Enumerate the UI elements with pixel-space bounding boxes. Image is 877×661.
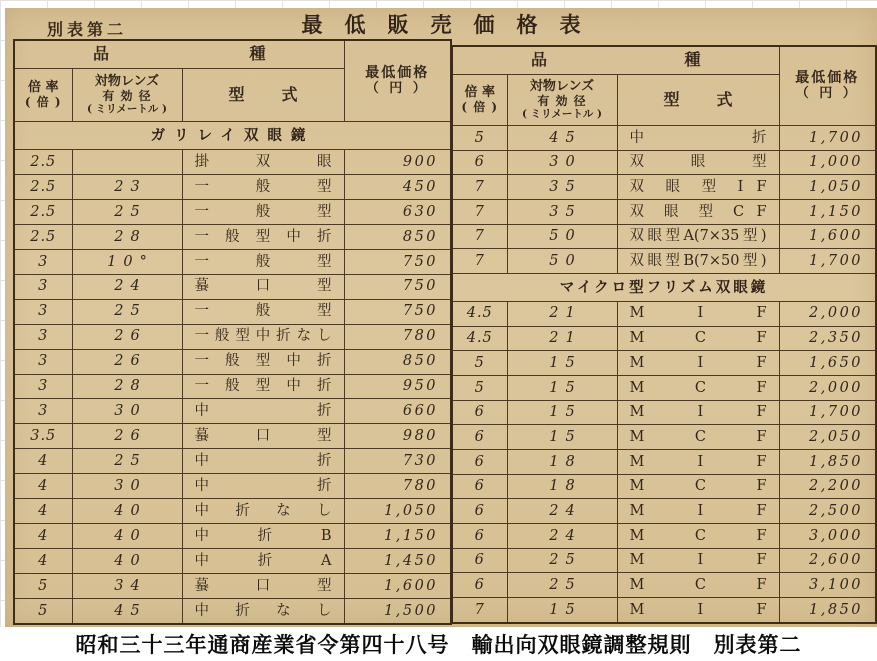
- cell-model: M I F: [617, 598, 779, 623]
- cell-price: 780: [344, 474, 451, 499]
- cell-price: 1,150: [779, 200, 876, 225]
- cell-lens-diameter: 15: [507, 351, 617, 376]
- cell-magnification: 2.5: [14, 175, 72, 200]
- cell-price: 1,700: [779, 249, 876, 274]
- cell-lens-diameter: 26: [72, 324, 182, 349]
- cell-magnification: 6: [452, 499, 507, 524]
- header-dia-line3: ( ミリメートル ): [521, 108, 603, 121]
- cell-lens-diameter: 18: [507, 474, 617, 499]
- header-dia-line3: ( ミリメートル ): [86, 103, 168, 116]
- left-table-rows: [14, 150, 451, 624]
- cell-lens-diameter: 26: [72, 349, 182, 374]
- table-row: [14, 374, 451, 399]
- cell-magnification: 6: [452, 425, 507, 450]
- table-row: [14, 150, 451, 175]
- cell-lens-diameter: 21: [507, 326, 617, 351]
- cell-model: 蟇 口 型: [182, 573, 344, 598]
- header-price: [779, 46, 876, 126]
- cell-model: M C F: [617, 425, 779, 450]
- cell-price: 1,650: [779, 351, 876, 376]
- cell-magnification: 5: [452, 376, 507, 401]
- page-title: 最低販売価格表: [301, 12, 603, 37]
- cell-lens-diameter: 34: [72, 573, 182, 598]
- cell-model: 中 折: [617, 126, 779, 151]
- cell-magnification: 2.5: [14, 150, 72, 175]
- cell-magnification: 4: [14, 524, 72, 549]
- cell-price: 1,500: [344, 598, 451, 624]
- cell-magnification: 7: [452, 224, 507, 249]
- table-row: [452, 573, 876, 598]
- cell-magnification: 7: [452, 200, 507, 225]
- cell-magnification: 3: [14, 249, 72, 274]
- header-row-group: [14, 40, 451, 69]
- table-row: [14, 224, 451, 249]
- cell-lens-diameter: 40: [72, 548, 182, 573]
- header-price-line2: （ 円 ）: [365, 80, 429, 96]
- cell-lens-diameter: 40: [72, 524, 182, 549]
- table-row: [14, 274, 451, 299]
- cell-model: 中 折: [182, 399, 344, 424]
- cell-model: 一 般 型 中 折: [182, 224, 344, 249]
- cell-magnification: 7: [452, 249, 507, 274]
- table-row: [452, 351, 876, 376]
- cell-lens-diameter: 21: [507, 301, 617, 326]
- cell-magnification: 6: [452, 450, 507, 475]
- cell-price: 900: [344, 150, 451, 175]
- cell-lens-diameter: 18: [507, 450, 617, 475]
- cell-magnification: 6: [452, 474, 507, 499]
- header-mag-line2: ( 倍 ): [24, 94, 62, 109]
- cell-price: 1,850: [779, 450, 876, 475]
- header-model: 型 式: [182, 69, 344, 122]
- cell-model: M C F: [617, 326, 779, 351]
- cell-model: 中 折: [182, 449, 344, 474]
- cell-magnification: 7: [452, 598, 507, 623]
- cell-model: M I F: [617, 301, 779, 326]
- cell-lens-diameter: 24: [72, 274, 182, 299]
- cell-model: 中 折 な し: [182, 598, 344, 624]
- cell-magnification: 4.5: [452, 326, 507, 351]
- table-row: [452, 326, 876, 351]
- cell-lens-diameter: 35: [507, 175, 617, 200]
- cell-price: 3,100: [779, 573, 876, 598]
- cell-magnification: 6: [452, 150, 507, 175]
- caption-bar: [0, 627, 877, 661]
- cell-magnification: 2.5: [14, 224, 72, 249]
- cell-lens-diameter: 23: [72, 175, 182, 200]
- cell-price: 2,350: [779, 326, 876, 351]
- table-row: [452, 150, 876, 175]
- cell-magnification: 4: [14, 499, 72, 524]
- right-table-rows-galilei: [452, 126, 876, 274]
- cell-price: 780: [344, 324, 451, 349]
- header-dia-line2: 有 効 径: [537, 93, 587, 108]
- cell-model: 中 折 A: [182, 548, 344, 573]
- cell-model: M C F: [617, 474, 779, 499]
- table-row: [452, 548, 876, 573]
- cell-magnification: 5: [452, 351, 507, 376]
- cell-lens-diameter: 30: [72, 474, 182, 499]
- sheet-label: 別表第二: [47, 20, 128, 39]
- cell-price: 2,200: [779, 474, 876, 499]
- cell-lens-diameter: 25: [72, 449, 182, 474]
- table-row: [452, 474, 876, 499]
- cell-model: 双 眼 型: [617, 150, 779, 175]
- header-mag-line1: 倍 率: [27, 79, 59, 95]
- cell-model: M C F: [617, 376, 779, 401]
- header-dia-line1: 対物レンズ: [94, 73, 160, 89]
- cell-magnification: 4: [14, 449, 72, 474]
- header-price-line1: 最低価格: [365, 65, 430, 82]
- cell-price: 750: [344, 274, 451, 299]
- cell-lens-diameter: 35: [507, 200, 617, 225]
- cell-price: 850: [344, 349, 451, 374]
- cell-price: 850: [344, 224, 451, 249]
- section-row-micro-prism: [452, 274, 876, 302]
- table-row: [452, 175, 876, 200]
- price-table-left: [13, 39, 452, 625]
- cell-price: 1,050: [779, 175, 876, 200]
- cell-price: 2,600: [779, 548, 876, 573]
- header-model: 型 式: [617, 75, 779, 126]
- table-row: [14, 573, 451, 598]
- header-row-group: [452, 46, 876, 75]
- header-mag-line2: ( 倍 ): [461, 99, 499, 114]
- cell-lens-diameter: 50: [507, 224, 617, 249]
- cell-model: 一 般 型: [182, 200, 344, 225]
- table-row: [452, 499, 876, 524]
- cell-model: 中 折 B: [182, 524, 344, 549]
- header-price: [344, 40, 451, 122]
- cell-lens-diameter: 15: [507, 425, 617, 450]
- cell-lens-diameter: 26: [72, 424, 182, 449]
- header-magnification: [452, 75, 507, 126]
- cell-model: M I F: [617, 548, 779, 573]
- cell-lens-diameter: 10°: [72, 249, 182, 274]
- table-row: [452, 598, 876, 623]
- cell-magnification: 4.5: [452, 301, 507, 326]
- cell-model: M I F: [617, 499, 779, 524]
- cell-price: 750: [344, 249, 451, 274]
- cell-model: M I F: [617, 351, 779, 376]
- cell-lens-diameter: 24: [507, 499, 617, 524]
- table-row: [452, 425, 876, 450]
- table-row: [14, 249, 451, 274]
- table-row: [14, 399, 451, 424]
- cell-price: 1,850: [779, 598, 876, 623]
- cell-price: 3,000: [779, 524, 876, 549]
- right-table-rows-micro-prism: [452, 301, 876, 623]
- caption-text: 昭和三十三年通商産業省令第四十八号 輸出向双眼鏡調整規則 別表第二: [75, 634, 802, 657]
- cell-lens-diameter: 28: [72, 374, 182, 399]
- cell-price: 450: [344, 175, 451, 200]
- cell-magnification: 3: [14, 399, 72, 424]
- cell-model: 双 眼 型 C F: [617, 200, 779, 225]
- cell-price: 2,000: [779, 376, 876, 401]
- table-row: [14, 524, 451, 549]
- cell-model: 双 眼 型 I F: [617, 175, 779, 200]
- table-row: [14, 175, 451, 200]
- header-dia-line2: 有 効 径: [102, 88, 152, 103]
- cell-lens-diameter: 25: [507, 573, 617, 598]
- table-row: [452, 376, 876, 401]
- cell-lens-diameter: 25: [72, 299, 182, 324]
- cell-magnification: 6: [452, 548, 507, 573]
- table-row: [14, 499, 451, 524]
- table-row: [14, 548, 451, 573]
- header-group: 品 種: [14, 40, 344, 69]
- cell-model: 一 般 型 中 折: [182, 349, 344, 374]
- cell-model: 一般型中折なし: [182, 324, 344, 349]
- table-row: [452, 450, 876, 475]
- cell-magnification: 3: [14, 349, 72, 374]
- scanned-document: [5, 8, 877, 627]
- cell-price: 730: [344, 449, 451, 474]
- cell-lens-diameter: [72, 150, 182, 175]
- section-row-galilei: [14, 122, 451, 150]
- cell-price: 1,000: [779, 150, 876, 175]
- cell-price: 1,050: [344, 499, 451, 524]
- table-row: [452, 524, 876, 549]
- header-price-line2: （ 円 ）: [795, 85, 859, 101]
- table-row: [452, 126, 876, 151]
- cell-price: 1,450: [344, 548, 451, 573]
- cell-magnification: 3: [14, 274, 72, 299]
- cell-lens-diameter: 50: [507, 249, 617, 274]
- cell-lens-diameter: 25: [72, 200, 182, 225]
- cell-model: M I F: [617, 450, 779, 475]
- cell-model: 双眼型B(7×50型): [617, 249, 779, 274]
- header-lens-diameter: [507, 75, 617, 126]
- cell-lens-diameter: 45: [72, 598, 182, 624]
- table-row: [452, 301, 876, 326]
- table-row: [452, 249, 876, 274]
- cell-lens-diameter: 15: [507, 376, 617, 401]
- cell-model: 蟇 口 型: [182, 274, 344, 299]
- cell-magnification: 3: [14, 374, 72, 399]
- section-label-micro-prism: マイクロ型フリズム双眼鏡: [559, 278, 769, 296]
- cell-price: 630: [344, 200, 451, 225]
- cell-magnification: 7: [452, 175, 507, 200]
- header-magnification: [14, 69, 72, 122]
- cell-price: 2,000: [779, 301, 876, 326]
- table-row: [14, 349, 451, 374]
- cell-price: 1,700: [779, 126, 876, 151]
- cell-magnification: 5: [14, 598, 72, 624]
- cell-magnification: 4: [14, 474, 72, 499]
- cell-price: 750: [344, 299, 451, 324]
- price-table-right: [451, 45, 877, 624]
- cell-price: 1,600: [344, 573, 451, 598]
- cell-price: 1,700: [779, 400, 876, 425]
- table-row: [14, 449, 451, 474]
- cell-model: 中 折: [182, 474, 344, 499]
- table-row: [14, 474, 451, 499]
- table-row: [14, 424, 451, 449]
- cell-model: 掛 双 眼: [182, 150, 344, 175]
- cell-magnification: 5: [14, 573, 72, 598]
- cell-lens-diameter: 45: [507, 126, 617, 151]
- cell-magnification: 6: [452, 524, 507, 549]
- cell-model: 中 折 な し: [182, 499, 344, 524]
- section-label-galilei: ガリレイ双眼鏡: [150, 126, 315, 144]
- table-row: [14, 598, 451, 624]
- table-row: [14, 324, 451, 349]
- table-row: [452, 200, 876, 225]
- cell-lens-diameter: 25: [507, 548, 617, 573]
- cell-magnification: 6: [452, 400, 507, 425]
- table-row: [14, 200, 451, 225]
- cell-magnification: 2.5: [14, 200, 72, 225]
- cell-price: 980: [344, 424, 451, 449]
- header-mag-line1: 倍 率: [464, 84, 496, 100]
- cell-magnification: 4: [14, 548, 72, 573]
- cell-magnification: 3: [14, 324, 72, 349]
- table-row: [14, 299, 451, 324]
- cell-lens-diameter: 40: [72, 499, 182, 524]
- cell-price: 950: [344, 374, 451, 399]
- cell-lens-diameter: 24: [507, 524, 617, 549]
- cell-model: 一 般 型 中 折: [182, 374, 344, 399]
- cell-model: M I F: [617, 400, 779, 425]
- cell-lens-diameter: 28: [72, 224, 182, 249]
- cell-model: M C F: [617, 573, 779, 598]
- cell-price: 660: [344, 399, 451, 424]
- cell-magnification: 3.5: [14, 424, 72, 449]
- cell-model: 双眼型A(7×35型): [617, 224, 779, 249]
- cell-lens-diameter: 15: [507, 400, 617, 425]
- header-price-line1: 最低価格: [795, 70, 860, 87]
- cell-magnification: 3: [14, 299, 72, 324]
- cell-lens-diameter: 30: [72, 399, 182, 424]
- cell-lens-diameter: 15: [507, 598, 617, 623]
- header-lens-diameter: [72, 69, 182, 122]
- cell-magnification: 6: [452, 573, 507, 598]
- cell-price: 2,500: [779, 499, 876, 524]
- cell-model: 一 般 型: [182, 175, 344, 200]
- cell-model: M C F: [617, 524, 779, 549]
- header-group: 品 種: [452, 46, 779, 75]
- cell-price: 1,600: [779, 224, 876, 249]
- cell-model: 一 般 型: [182, 249, 344, 274]
- cell-price: 1,150: [344, 524, 451, 549]
- table-row: [452, 400, 876, 425]
- cell-magnification: 5: [452, 126, 507, 151]
- table-row: [452, 224, 876, 249]
- header-dia-line1: 対物レンズ: [529, 78, 595, 94]
- cell-model: 一 般 型: [182, 299, 344, 324]
- cell-lens-diameter: 30: [507, 150, 617, 175]
- cell-model: 蟇 口 型: [182, 424, 344, 449]
- cell-price: 2,050: [779, 425, 876, 450]
